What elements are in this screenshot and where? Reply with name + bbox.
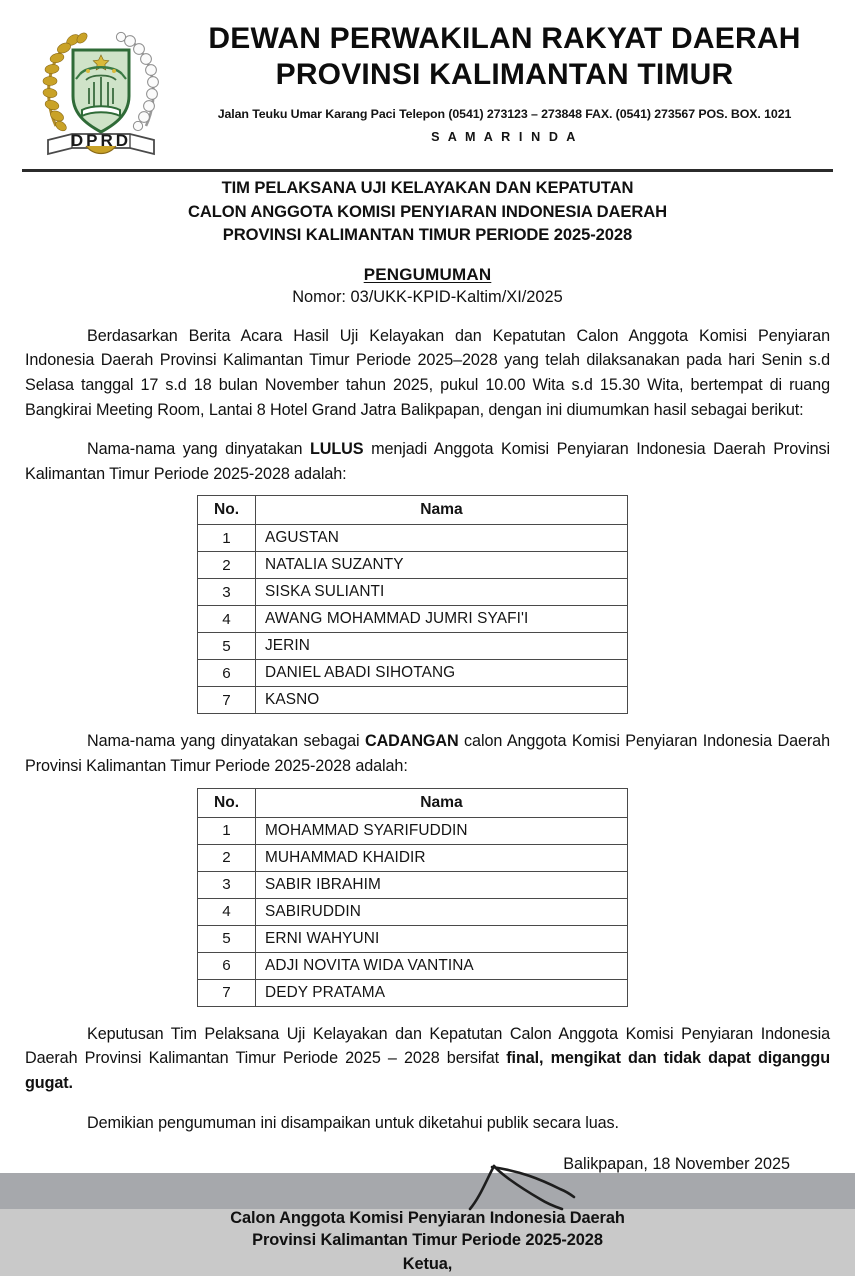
cell-nama: ERNI WAHYUNI [256,925,628,952]
cell-no: 5 [198,925,256,952]
letterhead [0,0,855,162]
cell-nama: MOHAMMAD SYARIFUDDIN [256,817,628,844]
cell-no: 3 [198,579,256,606]
paragraph-keputusan [25,1022,830,1096]
cell-no: 1 [198,525,256,552]
cell-no: 7 [198,687,256,714]
keputusan-bold-text: final, mengikat dan tidak dapat diganggu gugat. [25,1049,830,1092]
table-row [198,817,628,844]
table-row [198,952,628,979]
cell-no: 4 [198,898,256,925]
table-row [198,844,628,871]
table-row [198,925,628,952]
cell-nama: DANIEL ABADI SIHOTANG [256,660,628,687]
cell-no: 6 [198,660,256,687]
cell-nama: ADJI NOVITA WIDA VANTINA [256,952,628,979]
dprd-emblem-logo [26,22,176,162]
cell-no: 1 [198,817,256,844]
document-body [0,176,855,1276]
committee-heading-line1: TIM PELAKSANA UJI KELAYAKAN DAN KEPATUTAN [221,178,634,197]
table-header-row [198,496,628,525]
cell-no: 7 [198,979,256,1006]
cell-no: 2 [198,552,256,579]
cell-nama: DEDY PRATAMA [256,979,628,1006]
lulus-pre-text: Nama-nama yang dinyatakan [87,440,311,459]
institution-city: S A M A R I N D A [431,129,578,144]
emblem-dprd-text: DPRD [70,131,132,150]
table-row [198,687,628,714]
cell-nama: AWANG MOHAMMAD JUMRI SYAFI'I [256,606,628,633]
announcement-number: Nomor: 03/UKK-KPID-Kaltim/XI/2025 [292,287,563,306]
table-row [198,898,628,925]
table-row [198,660,628,687]
cell-nama: NATALIA SUZANTY [256,552,628,579]
cell-no: 6 [198,952,256,979]
signature-role: Ketua, [402,1255,453,1274]
cadangan-pre-text: Nama-nama yang dinyatakan sebagai [87,732,365,751]
announcement-title: PENGUMUMAN [363,264,492,284]
cadangan-table-wrapper [25,788,830,1007]
institution-name-line1: DEWAN PERWAKILAN RAKYAT DAERAH [208,22,801,55]
cell-no: 3 [198,871,256,898]
paragraph-closing: Demikian pengumuman ini disampaikan untuk diketahui publik secara luas. [87,1113,619,1132]
committee-heading-line3: PROVINSI KALIMANTAN TIMUR PERIODE 2025-2028 [222,225,633,245]
cell-nama: SISKA SULIANTI [256,579,628,606]
paragraph-cadangan-intro [25,729,830,778]
place-and-date: Balikpapan, 18 November 2025 [563,1155,790,1174]
column-header-no: No. [198,496,256,525]
column-header-nama: Nama [256,496,628,525]
paragraph-intro: Berdasarkan Berita Acara Hasil Uji Kelayakan dan Kepatutan Calon Anggota Komisi Penyiaran Indonesia Daerah Provinsi Kalimantan Timur Periode 2025–2028 yang telah dilaksanakan pada hari Senin s.d Selasa tanggal 17 s.d 18 bulan November tahun 2025, pukul 10.00 Wita s.d 15.30 Wita, bertempat di ruang Bangkirai Meeting Room, Lantai 8 Hotel Grand Jatra Balikpapan, dengan ini diumumkan hasil sebagai berikut: [25,326,830,419]
cell-nama: SABIR IBRAHIM [256,871,628,898]
cell-nama: JERIN [256,633,628,660]
announcement-header [25,265,830,307]
signature-line3: Provinsi Kalimantan Timur Periode 2025-2028 [252,1231,603,1250]
institution-address: Jalan Teuku Umar Karang Paci Telepon (0541) 273123 – 273848 FAX. (0541) 273567 POS. BOX. 1021 [217,106,792,121]
cell-no: 5 [198,633,256,660]
cell-nama: SABIRUDDIN [256,898,628,925]
table-row [198,606,628,633]
cell-nama: AGUSTAN [256,525,628,552]
lulus-post-text: menjadi Anggota Komisi Penyiaran Indonesia Daerah Provinsi Kalimantan Timur Periode 2025-2028 adalah: [25,440,831,483]
table-row [198,979,628,1006]
table-header-row [198,788,628,817]
lulus-table-wrapper [25,495,830,714]
cadangan-keyword: CADANGAN [364,732,459,751]
table-row [198,525,628,552]
cadangan-post-text: calon Anggota Komisi Penyiaran Indonesia Daerah Provinsi Kalimantan Timur Periode 2025-2028 adalah: [25,732,830,776]
committee-heading-line2: CALON ANGGOTA KOMISI PENYIARAN INDONESIA DAERAH [188,201,667,221]
signature-line2: Calon Anggota Komisi Penyiaran Indonesia Daerah [230,1208,625,1227]
paragraph-lulus-intro [25,437,830,486]
table-row [198,871,628,898]
table-row [198,552,628,579]
committee-heading [25,176,830,247]
column-header-nama: Nama [256,788,628,817]
table-row [198,633,628,660]
cell-no: 2 [198,844,256,871]
table-lulus [197,495,628,714]
cell-no: 4 [198,606,256,633]
cell-nama: KASNO [256,687,628,714]
table-row [198,579,628,606]
institution-name-line2: PROVINSI KALIMANTAN TIMUR [275,57,734,91]
keputusan-pre-text: Keputusan Tim Pelaksana Uji Kelayakan dan Kepatutan Calon Anggota Komisi Penyiaran Indonesia Daerah Provinsi Kalimantan Timur Periode 2025 – 2028 bersifat [25,1024,830,1068]
column-header-no: No. [198,788,256,817]
cell-nama: MUHAMMAD KHAIDIR [256,844,628,871]
lulus-keyword: LULUS [310,440,364,459]
table-cadangan [197,788,628,1007]
page-bottom-cut-band [0,1173,855,1209]
letterhead-divider-rule [22,169,833,172]
